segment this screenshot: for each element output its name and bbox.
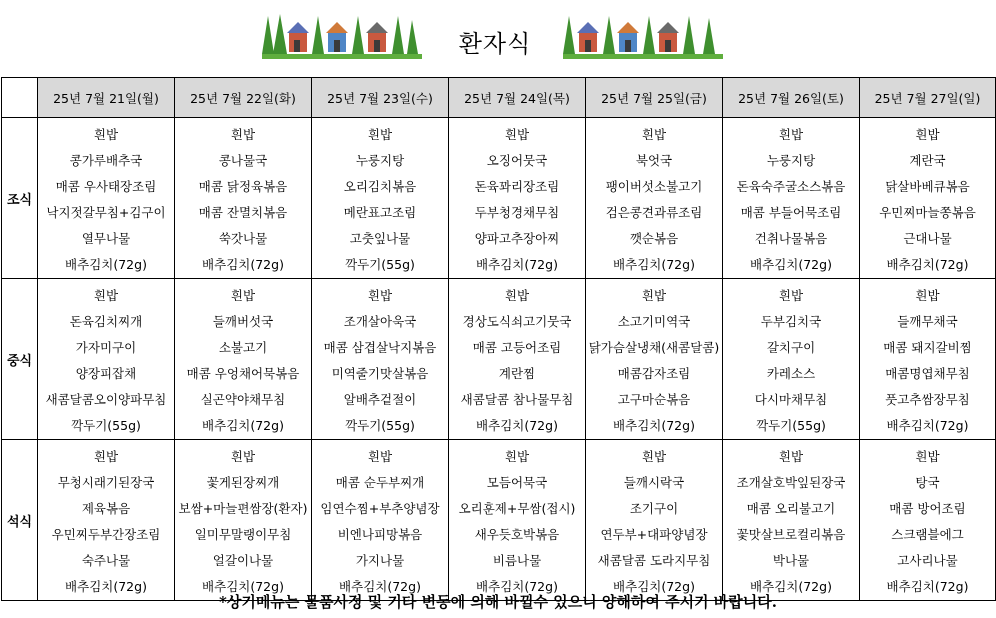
- menu-item: 매콤 돼지갈비찜: [883, 340, 972, 355]
- menu-cell: [312, 279, 449, 440]
- notice-text: *상기메뉴는 물품사정 및 기타 변동에 의해 바뀔수 있으니 양해하여 주시기 바랍니다.: [219, 593, 777, 611]
- menu-item: 가자미구이: [75, 340, 137, 355]
- menu-cell: [175, 118, 312, 279]
- menu-item: 들깨버섯국: [212, 314, 274, 329]
- menu-item: 배추김치(72g): [476, 257, 558, 272]
- menu-item: 배추김치(72g): [476, 579, 558, 594]
- menu-item: 배추김치(72g): [886, 579, 969, 594]
- menu-item: 조개살호박잎된장국: [736, 475, 846, 490]
- menu-item: 흰밥: [778, 288, 804, 303]
- menu-item: 갈치구이: [766, 340, 816, 355]
- menu-cell: [38, 440, 175, 601]
- menu-item: 배추김치(72g): [886, 257, 969, 272]
- menu-item: 계란찜: [498, 366, 536, 381]
- menu-item: 흰밥: [915, 127, 940, 142]
- menu-item: 배추김치(72g): [613, 579, 695, 594]
- menu-cell: [586, 440, 723, 601]
- menu-item: 깍두기(55g): [756, 418, 826, 433]
- menu-item: 흰밥: [367, 288, 393, 303]
- menu-item: 가지나물: [355, 553, 405, 568]
- menu-item: 흰밥: [93, 288, 119, 303]
- menu-item: 소고기미역국: [617, 314, 691, 329]
- menu-item: 건취나물볶음: [754, 231, 828, 246]
- menu-item: 알배추겉절이: [343, 392, 417, 407]
- menu-item: 깍두기(55g): [71, 418, 141, 433]
- menu-item: 매콤 잔멸치볶음: [198, 205, 288, 220]
- meal-label: 석식: [2, 440, 38, 601]
- menu-item: 배추김치(72g): [339, 579, 421, 594]
- menu-item: 검은콩견과류조림: [605, 205, 703, 220]
- menu-item: 흰밥: [230, 127, 256, 142]
- menu-item: 북엇국: [635, 153, 673, 168]
- menu-cell: [175, 279, 312, 440]
- menu-item: 콩가루배추국: [69, 153, 143, 168]
- menu-item: 오징어뭇국: [486, 153, 548, 168]
- meal-row: [2, 279, 996, 440]
- menu-item: 임연수찜+부추양념장: [320, 501, 440, 516]
- menu-item: 닭가슴살냉채(새콤달콤): [588, 340, 720, 355]
- date-header-row: [2, 78, 996, 118]
- menu-item: 흰밥: [641, 288, 667, 303]
- menu-item: 일미무말랭이무침: [194, 527, 292, 542]
- menu-cell: [723, 118, 860, 279]
- menu-item: 흰밥: [915, 449, 940, 464]
- menu-item: 누룽지탕: [355, 153, 405, 168]
- menu-item: 흰밥: [93, 449, 119, 464]
- menu-item: 돈육김치찌개: [69, 314, 143, 329]
- menu-item: 배추김치(72g): [476, 418, 558, 433]
- menu-item: 우민찌마늘쫑볶음: [879, 205, 976, 220]
- menu-cell: [312, 440, 449, 601]
- menu-cell: [449, 118, 586, 279]
- menu-cell: [860, 279, 996, 440]
- menu-item: 메란표고조림: [343, 205, 417, 220]
- menu-item: 오리훈제+무쌈(접시): [458, 501, 576, 516]
- menu-cell: [860, 440, 996, 601]
- menu-item: 배추김치(72g): [750, 579, 832, 594]
- menu-item: 비름나물: [492, 553, 542, 568]
- corner-cell: [2, 78, 38, 118]
- menu-item: 누룽지탕: [766, 153, 816, 168]
- menu-item: 매콤 순두부찌개: [335, 475, 425, 490]
- menu-item: 흰밥: [230, 449, 256, 464]
- header: [0, 0, 996, 77]
- menu-cell: [38, 118, 175, 279]
- menu-cell: [723, 279, 860, 440]
- menu-item: 흰밥: [230, 288, 256, 303]
- menu-item: 풋고추쌈장무침: [885, 392, 970, 407]
- menu-item: 박나물: [772, 553, 810, 568]
- village-illustration-left: [262, 14, 422, 60]
- meal-label: 조식: [2, 118, 38, 279]
- menu-item: 양장피잡채: [75, 366, 137, 381]
- menu-item: 배추김치(72g): [65, 579, 147, 594]
- menu-item: 미역줄기맛살볶음: [331, 366, 429, 381]
- menu-item: 계란국: [909, 153, 946, 168]
- menu-item: 비엔나피망볶음: [337, 527, 423, 542]
- menu-item: 매콤 닭정육볶음: [198, 179, 288, 194]
- menu-item: 보쌈+마늘편쌈장(환자): [178, 501, 308, 516]
- menu-item: 조기구이: [629, 501, 679, 516]
- menu-cell: [312, 118, 449, 279]
- date-header: 25년 7월 26일(토): [723, 78, 860, 118]
- menu-item: 모듬어묵국: [486, 475, 548, 490]
- menu-item: 흰밥: [504, 127, 530, 142]
- menu-item: 오리김치볶음: [343, 179, 417, 194]
- date-header: 25년 7월 27일(일): [860, 78, 996, 118]
- menu-item: 고춧잎나물: [349, 231, 411, 246]
- menu-item: 흰밥: [915, 288, 940, 303]
- menu-item: 숙주나물: [81, 553, 131, 568]
- menu-item: 배추김치(72g): [613, 257, 695, 272]
- menu-item: 배추김치(72g): [65, 257, 147, 272]
- menu-item: 배추김치(72g): [886, 418, 969, 433]
- menu-cell: [38, 279, 175, 440]
- menu-item: 흰밥: [367, 127, 393, 142]
- menu-item: 낙지젓갈무침+김구이: [46, 205, 166, 220]
- menu-item: 닭살바베큐볶음: [885, 179, 970, 194]
- village-illustration-right: [563, 14, 723, 60]
- menu-cell: [586, 118, 723, 279]
- menu-item: 조개살아욱국: [343, 314, 417, 329]
- menu-item: 실곤약야채무침: [200, 392, 286, 407]
- menu-item: 쑥갓나물: [218, 231, 268, 246]
- menu-item: 소불고기: [218, 340, 268, 355]
- menu-item: 들깨시락국: [623, 475, 685, 490]
- meal-row: [2, 118, 996, 279]
- menu-item: 얼갈이나물: [212, 553, 274, 568]
- menu-item: 매콤 삼겹살낙지볶음: [323, 340, 437, 355]
- menu-item: 배추김치(72g): [202, 418, 284, 433]
- menu-item: 흰밥: [641, 449, 667, 464]
- menu-item: 배추김치(72g): [202, 257, 284, 272]
- menu-item: 돈육꽈리장조림: [474, 179, 560, 194]
- menu-item: 새콤달콤 도라지무침: [597, 553, 711, 568]
- menu-item: 깍두기(55g): [345, 418, 415, 433]
- date-header: 25년 7월 21일(월): [38, 78, 175, 118]
- menu-item: 흰밥: [778, 127, 804, 142]
- page-title: 환자식: [458, 30, 532, 58]
- menu-cell: [449, 440, 586, 601]
- date-header: 25년 7월 24일(목): [449, 78, 586, 118]
- menu-item: 콩나물국: [218, 153, 268, 168]
- menu-item: 스크램블에그: [891, 527, 964, 542]
- menu-item: 카레소스: [766, 366, 816, 381]
- menu-cell: [586, 279, 723, 440]
- menu-item: 경상도식쇠고기뭇국: [462, 314, 572, 329]
- menu-item: 배추김치(72g): [202, 579, 284, 594]
- menu-item: 매콤감자조림: [617, 366, 691, 381]
- menu-item: 근대나물: [903, 231, 952, 246]
- menu-item: 흰밥: [93, 127, 119, 142]
- menu-item: 새콤달콤 참나물무침: [460, 392, 574, 407]
- menu-item: 매콤 방어조림: [889, 501, 966, 516]
- menu-item: 새우듯호박볶음: [474, 527, 560, 542]
- menu-item: 배추김치(72g): [613, 418, 695, 433]
- menu-item: 흰밥: [778, 449, 804, 464]
- menu-item: 무청시래기된장국: [57, 475, 155, 490]
- menu-item: 깍두기(55g): [345, 257, 415, 272]
- menu-item: 흰밥: [367, 449, 393, 464]
- menu-item: 두부청경채무침: [474, 205, 560, 220]
- menu-item: 매콤 우사태장조림: [55, 179, 157, 194]
- menu-item: 양파고추장아찌: [474, 231, 560, 246]
- meal-row: [2, 440, 996, 601]
- menu-item: 우민찌두부간장조림: [51, 527, 161, 542]
- menu-item: 배추김치(72g): [750, 257, 832, 272]
- date-header: 25년 7월 25일(금): [586, 78, 723, 118]
- menu-item: 돈육숙주굴소스볶음: [736, 179, 846, 194]
- meal-label: 중식: [2, 279, 38, 440]
- menu-item: 매콤명엽채무침: [885, 366, 970, 381]
- menu-item: 탕국: [915, 475, 940, 490]
- menu-cell: [175, 440, 312, 601]
- menu-item: 다시마채무침: [754, 392, 828, 407]
- menu-item: 제육볶음: [81, 501, 131, 516]
- menu-item: 꽃맛살브로컬리볶음: [736, 527, 846, 542]
- menu-item: 꽃게된장찌개: [206, 475, 280, 490]
- menu-item: 연두부+대파양념장: [600, 527, 708, 542]
- menu-item: 매콤 부들어묵조림: [740, 205, 842, 220]
- menu-item: 두부김치국: [760, 314, 822, 329]
- menu-item: 새콤달콤오이양파무침: [45, 392, 167, 407]
- date-header: 25년 7월 22일(화): [175, 78, 312, 118]
- menu-item: 매콤 오리불고기: [746, 501, 836, 516]
- menu-item: 팽이버섯소불고기: [605, 179, 703, 194]
- menu-item: 흰밥: [504, 449, 530, 464]
- menu-item: 고사리나물: [897, 553, 958, 568]
- menu-item: 들깨무채국: [897, 314, 958, 329]
- menu-item: 매콤 우엉채어묵볶음: [186, 366, 300, 381]
- meal-schedule-table: [1, 77, 996, 601]
- menu-item: 고구마순볶음: [617, 392, 691, 407]
- menu-item: 흰밥: [641, 127, 667, 142]
- menu-item: 열무나물: [81, 231, 131, 246]
- menu-cell: [449, 279, 586, 440]
- date-header: 25년 7월 23일(수): [312, 78, 449, 118]
- menu-cell: [860, 118, 996, 279]
- menu-item: 매콤 고등어조림: [472, 340, 562, 355]
- menu-item: 깻순볶음: [629, 231, 679, 246]
- menu-cell: [723, 440, 860, 601]
- menu-item: 흰밥: [504, 288, 530, 303]
